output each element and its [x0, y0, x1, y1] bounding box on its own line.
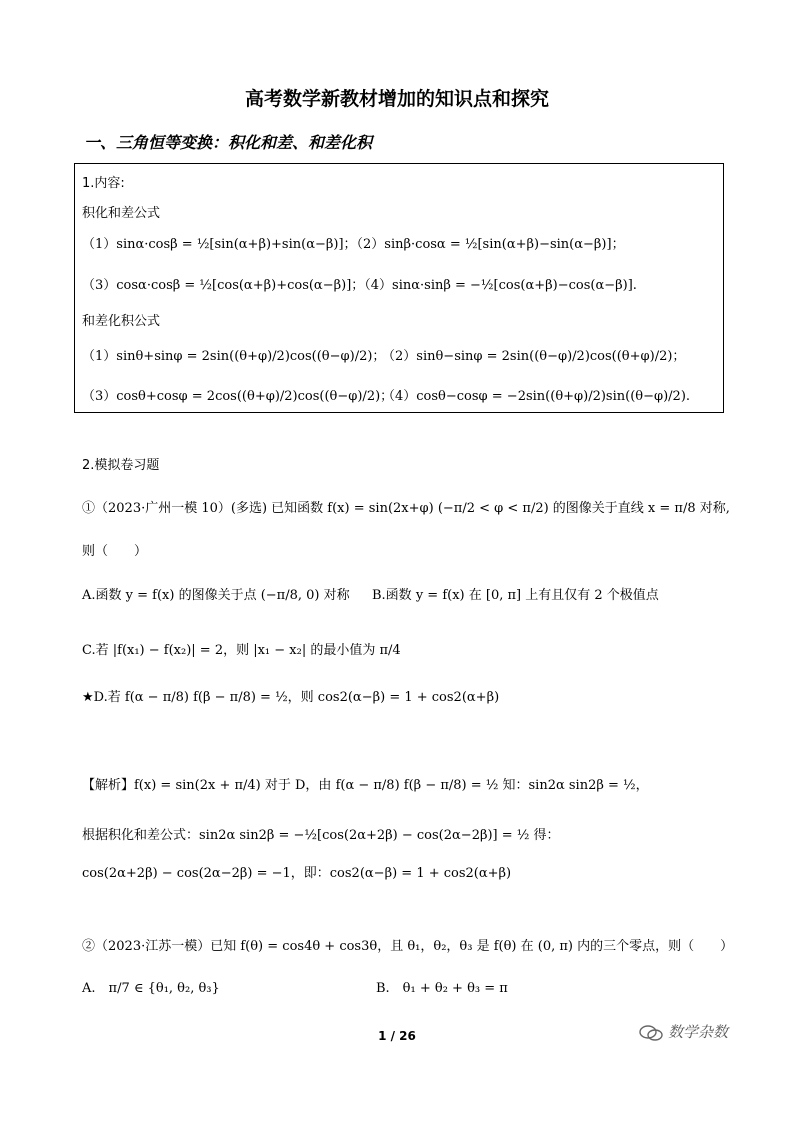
- box-heading-sum-to-product: 和差化积公式: [82, 314, 161, 329]
- option-d: ★D.若 f(α − π/8) f(β − π/8) = ½，则 cos2(α−β) = 1 + cos2(α+β): [82, 690, 500, 705]
- question-1-continued: 则（ ）: [82, 544, 148, 559]
- wechat-icon: [638, 1024, 664, 1042]
- solution-line-2: 根据积化和差公式：sin2α sin2β = −½[cos(2α+2β) − cos(2α−2β)] = ½ 得：: [82, 828, 560, 843]
- formula-line-3a: （1）sinθ+sinφ = 2sin((θ+φ)/2)cos((θ−φ)/2)；: [82, 349, 386, 364]
- watermark: [638, 1021, 728, 1042]
- watermark-text: 数学杂数: [668, 1023, 729, 1041]
- formula-line-1: （1）sinα·cosβ = ½[sin(α+β)+sin(α−β)]；（2）sinβ·cosα = ½[sin(α+β)−sin(α−β)]；: [82, 237, 625, 252]
- question-2: ②（2023·江苏一模）已知 f(θ) = cos4θ + cos3θ，且 θ₁，θ₂，θ₃ 是 f(θ) 在 (0, π) 内的三个零点，则（ ）: [82, 939, 734, 954]
- question-2-option-b: B. θ₁ + θ₂ + θ₃ = π: [376, 981, 508, 996]
- solution-line-1: 【解析】f(x) = sin(2x + π/4) 对于 D，由 f(α − π/8) f(β − π/8) = ½ 知：sin2α sin2β = ½，: [82, 778, 649, 793]
- option-c: C.若 |f(x₁) − f(x₂)| = 2，则 |x₁ − x₂| 的最小值为 π/4: [82, 643, 401, 658]
- option-b: B.函数 y = f(x) 在 [0, π] 上有且仅有 2 个极值点: [372, 588, 659, 603]
- formula-line-3b: （2）sinθ−sinφ = 2sin((θ−φ)/2)cos((θ+φ)/2)；: [382, 349, 686, 364]
- box-intro: 1.内容:: [82, 176, 125, 191]
- formula-line-4a: （3）cosθ+cosφ = 2cos((θ+φ)/2)cos((θ−φ)/2)；: [82, 389, 394, 404]
- solution-line-3: cos(2α+2β) − cos(2α−2β) = −1，即：cos2(α−β) = 1 + cos2(α+β): [82, 866, 512, 881]
- box-heading-product-to-sum: 积化和差公式: [82, 206, 161, 221]
- question-2-option-a: A. π/7 ∈ {θ₁, θ₂, θ₃}: [82, 981, 220, 996]
- page-title: 高考数学新教材增加的知识点和探究: [244, 88, 549, 110]
- option-a: A.函数 y = f(x) 的图像关于点 (−π/8, 0) 对称: [82, 588, 350, 603]
- question-1: ①（2023·广州一模 10）(多选) 已知函数 f(x) = sin(2x+φ) (−π/2 < φ < π/2) 的图像关于直线 x = π/8 对称,: [82, 501, 730, 516]
- section-heading: 一、三角恒等变换：积化和差、和差化积: [84, 133, 373, 152]
- formula-line-2: （3）cosα·cosβ = ½[cos(α+β)+cos(α−β)]；（4）sinα·sinβ = −½[cos(α+β)−cos(α−β)].: [82, 278, 637, 293]
- formula-line-4b: （4）cosθ−cosφ = −2sin((θ+φ)/2)sin((θ−φ)/2).: [382, 389, 691, 404]
- page-number: 1 / 26: [378, 1029, 416, 1043]
- subsection-heading: 2.模拟卷习题: [82, 458, 160, 473]
